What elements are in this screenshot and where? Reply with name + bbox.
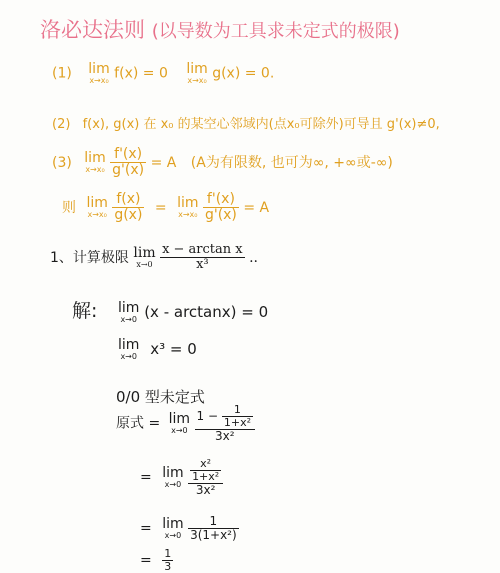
- conclusion: [62, 192, 269, 224]
- derivative-ratio: $\frac{f'(x)}{g'(x)}$: [112, 146, 145, 179]
- limit-operator: lim x→x₀: [186, 61, 208, 85]
- solution-label: 解:: [72, 300, 98, 322]
- step-fraction: $\frac{1}{\text{3(1+x²)}}$: [190, 514, 237, 543]
- solution-step-3: [140, 515, 239, 542]
- condition-1: [52, 62, 274, 85]
- condition-index: (3): [52, 154, 72, 171]
- problem-tail: ..: [249, 249, 258, 266]
- original-expression-label: 原式 =: [116, 415, 161, 432]
- title-main: 洛必达法则: [40, 18, 145, 42]
- condition-text: f(x), g(x) 在 x₀ 的某空心邻域内(点x₀可除外)可导且 g'(x)≠0,: [82, 117, 440, 132]
- problem-label: 1、计算极限: [50, 249, 129, 266]
- equals-sign: =: [140, 469, 152, 486]
- equals-sign: =: [140, 552, 152, 569]
- limit-operator: lim x→0: [118, 337, 140, 361]
- solution-step-4: [140, 548, 173, 573]
- solution-line-1: [118, 301, 268, 324]
- limit-expression: (x - arctanx) = 0: [144, 303, 269, 321]
- limit-expression: f(x) = 0: [114, 65, 168, 82]
- title-subtitle: (以导数为工具求未定式的极限): [151, 21, 400, 42]
- problem-statement: [50, 243, 258, 273]
- solution-step-2: [140, 458, 223, 497]
- derivative-ratio: $\frac{f'(x)}{g'(x)}$: [204, 191, 237, 224]
- condition-note: (A为有限数, 也可为∞, +∞或-∞): [190, 154, 393, 171]
- condition-3: [52, 147, 393, 179]
- limit-value: = A: [150, 154, 177, 171]
- limit-operator: lim x→x₀: [86, 195, 108, 220]
- equals-sign: =: [154, 199, 167, 216]
- step-fraction: 1 − $\frac{1}{\text{1+x²}}$ 3x²: [195, 404, 255, 443]
- limit-expression: g(x) = 0.: [212, 65, 275, 82]
- limit-operator: lim x→x₀: [88, 61, 110, 85]
- limit-expression: x³ = 0: [150, 340, 197, 358]
- condition-index: (2): [52, 117, 71, 132]
- problem-fraction: $\frac{\text{x − arctan x}}{\text{x³}}$: [162, 242, 243, 273]
- final-answer: $\frac{1}{3}$: [164, 547, 172, 573]
- limit-operator: lim x→x₀: [177, 195, 199, 220]
- solution-line-2: [118, 338, 197, 361]
- limit-operator: lim x→0: [133, 245, 156, 270]
- limit-operator: lim x→0: [118, 300, 140, 324]
- limit-operator: lim x→0: [162, 465, 184, 490]
- step-fraction: $\frac{\frac{\text{x²}}{\text{1+x²}}}{\text{3x²}}$: [188, 458, 223, 497]
- limit-operator: lim x→0: [162, 516, 184, 541]
- solution-step-1: [116, 404, 255, 443]
- limit-operator: lim x→x₀: [84, 150, 106, 175]
- function-ratio: $\frac{f(x)}{g(x)}$: [114, 191, 143, 224]
- condition-2: [52, 113, 440, 132]
- equals-sign: =: [140, 520, 152, 537]
- limit-operator: lim x→0: [168, 411, 191, 436]
- limit-value: = A: [243, 199, 270, 216]
- indeterminate-form-label: 0/0 型未定式: [116, 388, 205, 406]
- page-title: [40, 14, 400, 44]
- conclusion-prefix: 则: [62, 199, 76, 216]
- condition-index: (1): [52, 65, 72, 82]
